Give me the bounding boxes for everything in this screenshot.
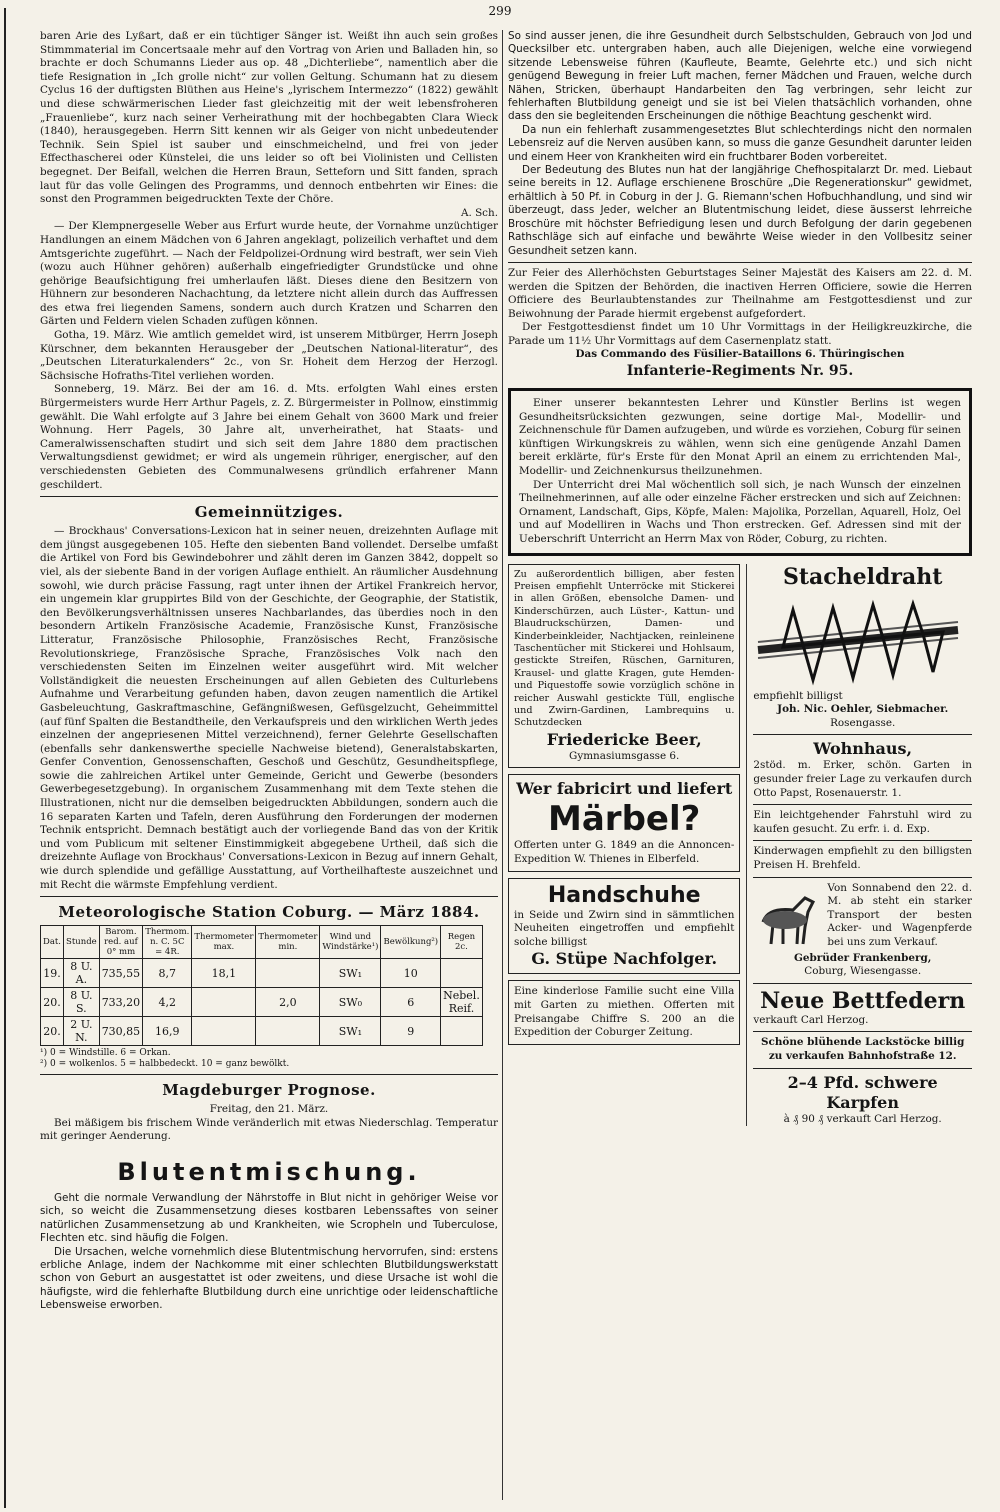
divider <box>40 1074 498 1075</box>
divider <box>753 1031 972 1032</box>
divider <box>40 496 498 497</box>
maerbel-ad-text: Offerten unter G. 1849 an die Annoncen-Expedition W. Thienes in Elberfeld. <box>514 839 735 866</box>
horse-illustration <box>753 882 823 952</box>
fahrstuhl-ad: Ein leichtgehender Fahrstuhl wird zu kaufen gesucht. Zu erfr. i. d. Exp. <box>753 809 972 835</box>
weather-table-header: Barom. red. auf 0° mm <box>99 926 143 959</box>
weather-table <box>40 925 483 1046</box>
divider <box>753 734 972 735</box>
bettfedern-ad-title: Neue Bettfedern <box>760 987 966 1014</box>
forecast-date: Freitag, den 21. März. <box>209 1103 329 1116</box>
table-cell: SW₀ <box>320 988 381 1017</box>
divider <box>753 1068 972 1069</box>
table-cell: 2,0 <box>256 988 320 1017</box>
table-cell: 10 <box>381 959 441 988</box>
wohnhaus-ad-text: 2stöd. m. Erker, schön. Garten in gesunder freier Lage zu verkaufen durch Otto Papst, Rosenauerstr. 1. <box>753 759 972 799</box>
kaiser-birthday-notice: Zur Feier des Allerhöchsten Geburtstages Seiner Majestät des Kaisers am 22. d. M. werden die Spitzen der Behörden, die inactiven Herren Officiere, sowie die Herren Officiere des Beurlaubtenstandes zur Theilnahme am Festgottesdienst und zur Beiwohnung der Parade hiermit ergebenst aufgefordert. <box>508 266 972 320</box>
table-cell: 733,20 <box>99 988 143 1017</box>
horse-ad <box>753 882 972 952</box>
gotha-news: Gotha, 19. März. Wie amtlich gemeldet wird, ist unserem Mitbürger, Herrn Joseph Kürschner, dem bekannten Herausgeber der „Deutschen National-literatur“, des „Deutschen Literaturkalenders“ 2c., von Sr. Hoheit dem Herzog der Herzogl. Sächsische Hofraths-Titel verliehen worden. <box>40 329 498 382</box>
handschuhe-ad <box>508 878 740 975</box>
blutentmischung-heading: Blutentmischung. <box>117 1158 421 1186</box>
forecast-heading: Magdeburger Prognose. <box>162 1081 376 1100</box>
table-cell: 730,85 <box>99 1017 143 1046</box>
concert-review: baren Arie des Lyßart, daß er ein tüchtiger Sänger ist. Weißt ihn auch sein großes Stimmmaterial im Concertsaale mehr auf den Vortrag von Arien und Balladen hin, so brachte er doch Schumanns Lieder aus op. 48 „Dichterliebe“, namentlich aber die tiefe Resignation in „Ich grolle nicht“ zur vollen Geltung. Schumann hat zu diesem Cyclus 16 der duftigsten Blüthen aus Heine's „lyrischem Intermezzo“ (1822) gewählt und diese schwärmerischen Lieder fast gleichzeitig mit der weit lebensfroheren „Frauenliebe“, kurz nach seiner Verheirathung mit der hochbegabten Clara Wieck (1840), herausgegeben. Herrn Sitt kennen wir als Geiger von nicht unbedeutender Technik. Sein Spiel ist sauber und einschmeichelnd, und frei von jeder Effecthascherei oder Künstelei, die uns leider so oft bei Violinisten und Cellisten begegnet. Der Beifall, welchen die Herren Braun, Setteforn und Sitt fanden, sprach laut für das volle Gelingen des Programms, und dennoch entbehrten wir Eines: die sonst den Programmen beigedruckten Texte der Chöre. <box>40 30 498 206</box>
column-divider <box>502 30 503 1500</box>
weather-table-header: Wind und Windstärke¹) <box>320 926 381 959</box>
festgottesdienst-notice: Der Festgottesdienst findet um 10 Uhr Vormittags in der Heiligkreuzkirche, die Parade um 11½ Uhr Vormittags auf dem Casernenplatz statt. <box>508 321 972 347</box>
left-column <box>40 30 498 1505</box>
left-margin-rule <box>4 8 6 1508</box>
divider <box>753 804 972 805</box>
horse-ad-text: Von Sonnabend den 22. d. M. ab steht ein starker Transport der besten Acker- und Wagenpferde bei uns zum Verkauf. <box>827 881 972 948</box>
blood-article-p1: So sind ausser jenen, die ihre Gesundheit durch Selbstschulden, Gebrauch von Jod und Quecksilber etc. untergraben haben, auch alle Diejenigen, welche eine vorwiegend sitzende Lebensweise führen (Kaufleute, Beamte, Gelehrte etc.) und sich nicht genügend Bewegung in freier Luft machen, ferner Mädchen und Frauen, welche durch Nähen, Stricken, überhaupt Handarbeiten den Tag verbringen, sehr leicht zur fehlerhaften Blutbildung geneigt und sie ist bei Vielen thatsächlich vorhanden, ohne dass den sie begleitenden Erscheinungen die nöthige Beachtung geschenkt wird. <box>508 30 972 123</box>
table-cell: 735,55 <box>99 959 143 988</box>
weather-table-header: Dat. <box>41 926 64 959</box>
weather-table-header: Thermometer max. <box>192 926 256 959</box>
stacheldraht-ad-title: Stacheldraht <box>782 563 943 590</box>
blutentmischung-p2: Die Ursachen, welche vornehmlich diese Blutentmischung hervorrufen, sind: erstens erbliche Anlage, indem der Nachkomme mit einer schlechten Blutbildungswerkstatt schon von Geburt an ausgestattet ist oder zweitens, und diese Ursache ist wohl die häufigste, wird die fehlerhafte Blutbildung durch eine unrichtige oder leidenschaftliche Lebensweise erworben. <box>40 1245 498 1312</box>
handschuhe-ad-title: Handschuhe <box>547 882 701 908</box>
divider <box>508 262 972 263</box>
horse-ad-address: Coburg, Wiesengasse. <box>804 965 922 978</box>
weather-station-heading: Meteorologische Station Coburg. — März 1884. <box>58 903 480 922</box>
table-cell: 4,2 <box>143 988 192 1017</box>
table-cell <box>441 959 483 988</box>
art-school-text-1: Einer unserer bekanntesten Lehrer und Künstler Berlins ist wegen Gesundheitsrücksichten gezwungen, seine dortige Mal-, Modellir- und Zeichnenschule für Damen aufzugeben, und würde es vorziehen, Coburg für seinen künftigen Wirkungskreis zu wählen, wenn sich eine genügende Anzahl Damen bereit erklärte, für's Erste für den Monat April an einem zu errichtenden Mal-, Modellir- und Zeichnenkursus theilzunehmen. <box>519 397 961 478</box>
weather-table-header: Thermom. n. C. 5C = 4R. <box>143 926 192 959</box>
local-news: — Der Klempnergeselle Weber aus Erfurt wurde heute, der Vornahme unzüchtiger Handlungen an einem Mädchen von 6 Jahren angeklagt, polizeilich verhaftet und dem Amtsgerichte zugeführt. — Nach der Feldpolizei-Ordnung wird bestraft, wer sein Vieh (wozu auch Hühner gehören) außerhalb eingefriedigter Grundstücke und ohne gehörige Beaufsichtigung frei umherlaufen läßt. Dieses diene den Besitzern von Hühnern zur besonderen Nachachtung, da letztere nicht allein durch das Auffressen des etwa frei liegenden Samens, sondern auch durch Kratzen und Scharren den Gärten und Feldern vielen Schaden zufügen können. <box>40 220 498 328</box>
villa-ad <box>508 980 740 1044</box>
notice-signature-2: Infanterie-Regiments Nr. 95. <box>626 363 854 380</box>
barbed-wire-illustration <box>753 590 963 690</box>
table-cell <box>441 1017 483 1046</box>
table-cell <box>192 1017 256 1046</box>
ads-right <box>746 564 972 1127</box>
review-signature: A. Sch. <box>460 206 498 219</box>
table-cell: 8 U. S. <box>64 988 100 1017</box>
right-column <box>508 30 972 1505</box>
table-cell: 9 <box>381 1017 441 1046</box>
stacheldraht-ad-text: empfiehlt billigst <box>753 689 843 702</box>
table-cell <box>192 988 256 1017</box>
divider <box>40 896 498 897</box>
beer-ad-name: Friedericke Beer, <box>546 729 702 749</box>
table-cell: 8,7 <box>143 959 192 988</box>
weather-table-header: Regen 2c. <box>441 926 483 959</box>
weather-footnote-2: ²) 0 = wolkenlos. 5 = halbbedeckt. 10 = ganz bewölkt. <box>40 1059 290 1070</box>
sonneberg-news: Sonneberg, 19. März. Bei der am 16. d. Mts. erfolgten Wahl eines ersten Bürgermeisters wurde Herr Arthur Pagels, z. Z. Bürgermeister in Pollnow, einstimmig gewählt. Die Wahl erfolgte auf 3 Jahre bei einem Gehalt von 3600 Mark und freier Wohnung. Herr Pagels, 30 Jahre alt, unverheirathet, hat Staats- und Cameralwissenschaften studirt und sich seit dem Jahre 1880 dem practischen Verwaltungsdienst gewidmet; er wird als ungemein rühriger, energischer, auf den verschiedensten Gebieten des Communalwesens gründlich erfahrener Mann geschildert. <box>40 383 498 491</box>
weather-table-header: Bewölkung²) <box>381 926 441 959</box>
ads-area <box>508 564 972 1127</box>
table-cell: SW₁ <box>320 959 381 988</box>
table-cell <box>256 959 320 988</box>
maerbel-ad-heading: Wer fabricirt und liefert <box>516 779 733 799</box>
maerbel-ad <box>508 774 740 871</box>
blood-article-p2: Da nun ein fehlerhaft zusammengesetztes Blut schlechterdings nicht den normalen Lebensreiz auf die Nerven ausüben kann, so muss die ganze Gesundheit darunter leiden und einem Heer von Krankheiten wird ein fruchtbarer Boden vorbereitet. <box>508 123 972 163</box>
maerbel-ad-title: Märbel? <box>548 799 701 840</box>
stacheldraht-ad-name: Joh. Nic. Oehler, Siebmacher. <box>777 703 949 716</box>
table-cell: Nebel. Reif. <box>441 988 483 1017</box>
stacheldraht-ad-address: Rosengasse. <box>830 716 896 729</box>
table-cell <box>256 1017 320 1046</box>
lackstoecke-ad: Schöne blühende Lackstöcke billig zu verkaufen Bahnhofstraße 12. <box>761 1036 965 1062</box>
table-cell: 20. <box>41 1017 64 1046</box>
table-row <box>41 1017 483 1046</box>
section-heading-gemeinnuetziges: Gemeinnütziges. <box>194 503 344 522</box>
karpfen-ad-title: 2–4 Pfd. schwere Karpfen <box>787 1072 938 1112</box>
table-cell: 19. <box>41 959 64 988</box>
table-cell: 2 U. N. <box>64 1017 100 1046</box>
art-school-ad <box>508 388 972 556</box>
ads-left <box>508 564 740 1127</box>
handschuhe-ad-text: in Seide und Zwirn sind in sämmtlichen Neuheiten eingetroffen und empfiehlt solche billigst <box>514 908 735 948</box>
table-row <box>41 959 483 988</box>
weather-table-header: Thermometer min. <box>256 926 320 959</box>
table-cell: SW₁ <box>320 1017 381 1046</box>
art-school-text-2: Der Unterricht drei Mal wöchentlich soll sich, je nach Wunsch der einzelnen Theilnehmerinnen, auf alle oder einzelne Fächer erstrecken und sich auf Zeichnen: Ornament, Landschaft, Gips, Köpfe, Malen: Majolika, Porzellan, Aquarell, Holz, Oel und auf Modelliren in Wachs und Thon erstrecken. Gef. Adressen sind mit der Ueberschrift Unterricht an Herrn Max von Röder, Coburg, zu richten. <box>519 478 961 545</box>
wohnhaus-ad-title: Wohnhaus, <box>813 739 913 759</box>
forecast-text: Bei mäßigem bis frischem Winde veränderlich mit etwas Niederschlag. Temperatur mit geringer Aenderung. <box>40 1116 498 1143</box>
blutentmischung-p1: Geht die normale Verwandlung der Nährstoffe in Blut nicht in gehöriger Weise vor sich, so weicht die Zusammensetzung dieses kostbaren Lebenssaftes von seiner natürlichen Zusammensetzung ab und Krankheiten, wie Scropheln und Tuberculose, Flechten etc. sind häufig die Folgen. <box>40 1192 498 1245</box>
beer-ad-address: Gymnasiumsgasse 6. <box>569 749 680 762</box>
table-cell: 8 U. A. <box>64 959 100 988</box>
beer-ad-text: Zu außerordentlich billigen, aber festen Preisen empfiehlt Unterröcke mit Stickerei in allen Größen, ebensolche Damen- und Kinderschürzen, auch Lüster-, Kattun- und Blaudruckschürzen, Damen- und Kinderbeinkleider, Nachtjacken, reinleinene Taschentücher mit Stickerei und Hohlsaum, gestickte Streifen, Rüschen, Garnituren, Krausel- und glatte Kragen, gute Hemden- und Piquestoffe sowie vorzüglich schöne in reicher Auswahl gestickte Tüll, englische und Zwirn-Gardinen, Lambrequins u. Schutzdecken <box>514 568 735 729</box>
blood-article-p3: Der Bedeutung des Blutes nun hat der langjährige Chefhospitalarzt Dr. med. Liebaut seine bereits in 12. Auflage erschienene Broschüre „Die Regenerationskur“ gewidmet, erhältlich à 50 Pf. in Coburg in der J. G. Riemann'schen Hofbuchhandlung, und sind wir überzeugt, dass Jeder, welcher an Blutentmischung leidet, diese äusserst lehrreiche Broschüre mit höchster Befriedigung lesen und durch Befolgung der darin gegebenen Rathschläge sich auf einfache und bewährte Weise wieder in den Vollbesitz seiner Gesundheit setzen kann. <box>508 164 972 257</box>
table-cell: 16,9 <box>143 1017 192 1046</box>
weather-footnote-1: ¹) 0 = Windstille. 6 = Orkan. <box>40 1048 171 1059</box>
table-row <box>41 988 483 1017</box>
divider <box>753 983 972 984</box>
horse-ad-name: Gebrüder Frankenberg, <box>794 951 932 964</box>
page-number: 299 <box>488 4 512 18</box>
handschuhe-ad-name: G. Stüpe Nachfolger. <box>531 949 718 969</box>
notice-signature-1: Das Commando des Füsilier-Bataillons 6. Thüringischen <box>575 348 905 361</box>
bettfedern-ad-text: verkauft Carl Herzog. <box>753 1013 869 1026</box>
table-cell: 6 <box>381 988 441 1017</box>
karpfen-ad-text: à ₰ 90 ₰ verkauft Carl Herzog. <box>783 1112 942 1125</box>
beer-ad <box>508 564 740 769</box>
divider <box>753 877 972 878</box>
table-cell: 20. <box>41 988 64 1017</box>
brockhaus-article: — Brockhaus' Conversations-Lexicon hat in seiner neuen, dreizehnten Auflage mit dem jüngst ausgegebenen 105. Hefte den siebenten Band vollendet. Derselbe umfaßt die Artikel von Ford bis Gewindebohrer und zählt deren im Ganzen 3842, doppelt so viel, als der siebente Band in der vorigen Auflage enthielt. An räumlicher Ausdehnung sowohl, wie durch präcise Fassung, ragt unter ihnen der Artikel Frankreich hervor, ein ungemein klar gruppirtes Bild von der Geschichte, der Geographie, der Statistik, den Bevölkerungsverhältnissen unseres Nachbarlandes, das überdies noch in den besondern Artikeln Französische Academie, Französische Kunst, Französische Litteratur, Französische Philosophie, Französisches Recht, Französische Revolutionskriege, Französische Sprache, Französisches Volk nach den verschiedensten Seiten im Einzelnen weiter ausgeführt wird. Mit welcher Vollständigkeit die neuesten Erscheinungen auf allen Gebieten des Culturlebens Aufnahme und Verarbeitung gefunden haben, davon zeugen namentlich die Artikel Gasbeleuchtung, Gaskraftmaschine, Gefängnißwesen, Gefüsgelzucht, Geheimmittel (auf fünf Spalten die Bestandtheile, den Verkaufspreis und den wirklichen Werth jedes einzelnen der angepriesenen Mittel verzeichnend), ferner Gelehrte Gesellschaften (ebenfalls sehr dankenswerthe specielle Nachweise bietend), Generalstabskarten, Genfer Convention, Genossenschaften, Geschoß und Geschütz, Gesundheitspflege, sowie die zahlreichen Artikel unter Gemeinde, Gericht und Gewerbe (besonders Gewerbegesetzgebung). In organischem Zusammenhang mit dem Texte stehen die Illustrationen, nicht nur die demselben beigedruckten Abbildungen, sondern auch die 16 separaten Karten und Tafeln, deren Ausführung den Forderungen der modernen Technik entspricht. Demnach bestätigt auch der vorliegende Band das von der Kritik und vom Publicum mit seltener Einstimmigkeit abgegebene Urtheil, daß sich die dreizehnte Auflage von Brockhaus' Conversations-Lexicon in Bezug auf innern Gehalt, wie durch splendide und gefällige Ausstattung, auf Vortheilhafteste auszeichnet und mit Recht die wärmste Empfehlung verdient. <box>40 525 498 891</box>
kinderwagen-ad: Kinderwagen empfiehlt zu den billigsten Preisen H. Brehfeld. <box>753 845 972 871</box>
table-cell: 18,1 <box>192 959 256 988</box>
weather-table-header: Stunde <box>64 926 100 959</box>
divider <box>753 840 972 841</box>
villa-ad-text: Eine kinderlose Familie sucht eine Villa mit Garten zu miethen. Offerten mit Preisangabe Chiffre S. 200 an die Expedition der Coburger Zeitung. <box>514 985 735 1039</box>
